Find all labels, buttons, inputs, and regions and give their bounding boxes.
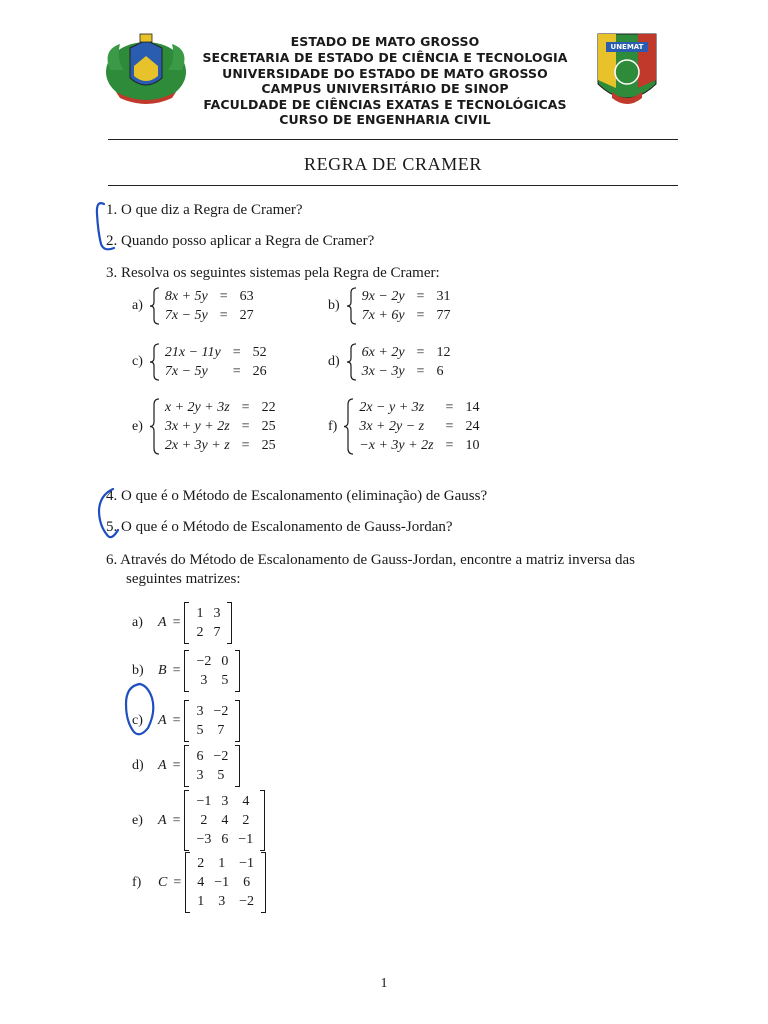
system-b: b) 9x − 2y = 31 7x + 6y = 77	[328, 289, 451, 323]
system-b-label: b)	[328, 298, 340, 313]
matrix-a-equals: =	[172, 615, 181, 630]
question-2: 2. Quando posso aplicar a Regra de Cramer?	[106, 233, 375, 249]
question-4: 4. O que é o Método de Escalonamento (eliminação) de Gauss?	[106, 488, 488, 504]
matrix-e	[132, 790, 265, 851]
matrix-f-var: C	[158, 874, 168, 890]
matrix-b-body: −2 0 3 5	[184, 650, 240, 692]
matrix-d-label: d)	[132, 758, 144, 773]
system-b-brace	[346, 287, 358, 325]
matrix-a	[132, 602, 232, 644]
unemat-logo-text: UNEMAT	[610, 43, 644, 51]
matrix-f-equals: =	[173, 874, 182, 890]
system-c-brace	[149, 343, 161, 381]
header-line-5: FACULDADE DE CIÊNCIAS EXATAS E TECNOLÓGICAS	[203, 97, 567, 112]
title-rule	[108, 185, 678, 186]
page-title: REGRA DE CRAMER	[303, 154, 483, 174]
matrix-b-label: b)	[132, 663, 144, 678]
page-number: 1	[380, 976, 388, 991]
mato-grosso-coat-of-arms-logo	[100, 30, 192, 108]
matrix-d-equals: =	[172, 758, 181, 773]
matrix-b	[132, 650, 240, 692]
matrix-f-label: f)	[132, 874, 142, 890]
question-3: 3. Resolva os seguintes sistemas pela Regra de Cramer:	[106, 265, 440, 281]
matrix-c-label: c)	[132, 713, 143, 728]
matrix-e-label: e)	[132, 812, 143, 828]
matrix-e-body: −1 3 4 2 4 2 −3 6 −1	[184, 790, 265, 851]
system-a: a) 8x + 5y = 63 7x − 5y = 27	[132, 289, 254, 323]
header-line-3: UNIVERSIDADE DO ESTADO DE MATO GROSSO	[222, 66, 548, 81]
matrix-a-var: A	[158, 615, 167, 630]
header-line-6: CURSO DE ENGENHARIA CIVIL	[279, 112, 491, 127]
matrix-c-body: 3 −2 5 7	[184, 700, 240, 742]
system-c-label: c)	[132, 354, 143, 369]
matrix-a-label: a)	[132, 615, 143, 630]
matrix-c	[132, 700, 240, 742]
system-f: f) 2x − y + 3z = 14 3x + 2y − z = 24 −x + 3y + 2z = 10	[328, 400, 480, 453]
header-line-4: CAMPUS UNIVERSITÁRIO DE SINOP	[261, 81, 509, 96]
header-line-1: ESTADO DE MATO GROSSO	[290, 34, 480, 49]
matrix-d-var: A	[158, 758, 167, 773]
system-d: d) 6x + 2y = 12 3x − 3y = 6	[328, 345, 451, 379]
matrix-f	[132, 852, 266, 913]
matrix-e-var: A	[158, 812, 167, 828]
matrix-b-equals: =	[172, 663, 181, 678]
matrix-d-body: 6 −2 3 5	[184, 745, 240, 787]
system-a-brace	[149, 287, 161, 325]
question-5: 5. O que é o Método de Escalonamento de Gauss-Jordan?	[106, 519, 453, 535]
matrix-d	[132, 745, 240, 787]
system-e-brace	[149, 398, 161, 455]
question-1: 1. O que diz a Regra de Cramer?	[106, 202, 303, 218]
system-d-brace	[346, 343, 358, 381]
matrix-c-var: A	[158, 713, 167, 728]
header-line-2: SECRETARIA DE ESTADO DE CIÊNCIA E TECNOLOGIA	[202, 50, 568, 65]
question-6-line-2: seguintes matrizes:	[126, 571, 241, 587]
system-f-brace	[343, 398, 355, 455]
system-e-label: e)	[132, 418, 143, 434]
system-e: e) x + 2y + 3z = 22 3x + y + 2z = 25 2x + 3y + z = 25	[132, 400, 276, 453]
system-c: c) 21x − 11y = 52 7x − 5y = 26	[132, 345, 267, 379]
system-f-label: f)	[328, 418, 338, 434]
matrix-a-body: 1 3 2 7	[184, 602, 232, 644]
matrix-b-var: B	[158, 663, 167, 678]
system-a-label: a)	[132, 298, 143, 313]
matrix-f-body: 2 1 −1 4 −1 6 1 3 −2	[185, 852, 266, 913]
matrix-c-equals: =	[172, 713, 181, 728]
top-rule	[108, 139, 678, 140]
unemat-logo	[592, 28, 662, 114]
system-d-label: d)	[328, 354, 340, 369]
question-6-line-1: 6. Através do Método de Escalonamento de Gauss-Jordan, encontre a matriz inversa das	[106, 552, 635, 568]
matrix-e-equals: =	[172, 812, 181, 828]
